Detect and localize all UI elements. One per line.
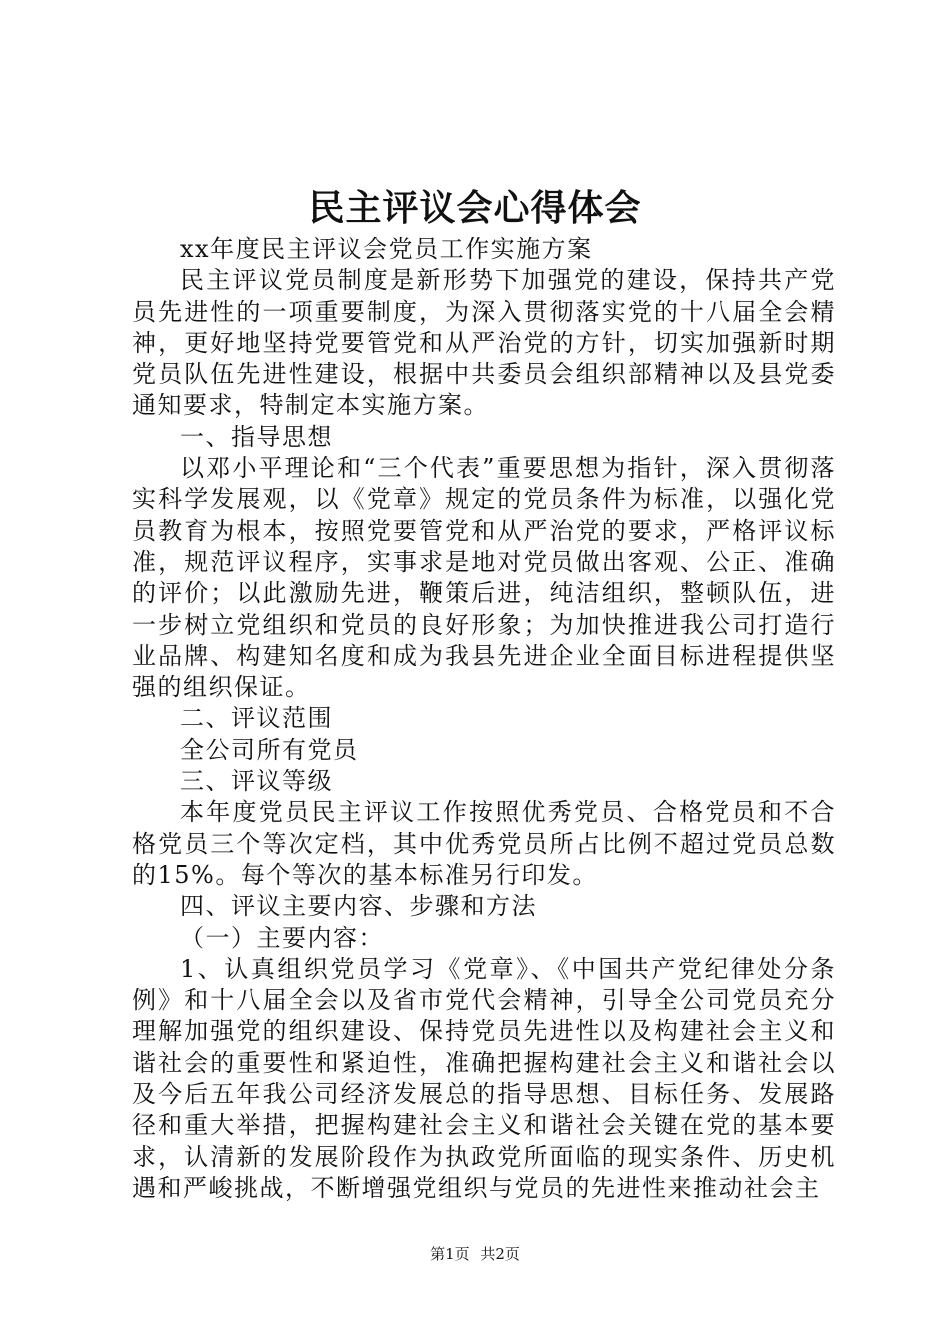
subheading-main-content: （一）主要内容： [180, 923, 384, 952]
heading-scope: 二、评议范围 [180, 704, 333, 733]
document-body [132, 234, 836, 1204]
heading-content-steps: 四、评议主要内容、步骤和方法 [180, 892, 537, 921]
paragraph-item-1: 1、认真组织党员学习《党章》、《中国共产党纪律处分条例》和十八届全会以及省市党代会精神，引导全公司党员充分理解加强党的组织建设、保持党员先进性以及构建社会主义和谐社会的重要性和紧迫性，准确把握构建社会主义和谐社会以及今后五年我公司经济发展总的指导思想、目标任务、发展路径和重大举措，把握构建社会主义和谐社会关键在党的基本要求，认清新的发展阶段作为执政党所面临的现实条件、历史机遇和严峻挑战，不断增强党组织与党员的先进性来推动社会主 [132, 954, 836, 1202]
paragraph-intro: 民主评议党员制度是新形势下加强党的建设，保持共产党员先进性的一项重要制度，为深入贯彻落实党的十八届全会精神，更好地坚持党要管党和从严治党的方针，切实加强新时期党员队伍先进性建设，根据中共委员会组织部精神以及县党委通知要求，特制定本实施方案。 [132, 266, 836, 420]
paragraph-scope: 全公司所有党员 [180, 735, 359, 764]
paragraph-grades: 本年度党员民主评议工作按照优秀党员、合格党员和不合格党员三个等次定档，其中优秀党员所占比例不超过党员总数的15%。每个等次的基本标准另行印发。 [132, 798, 836, 889]
paragraph-plan-title: xx年度民主评议会党员工作实施方案 [180, 235, 593, 263]
page-number: 第1页 [430, 1245, 470, 1263]
heading-grades: 三、评议等级 [180, 767, 333, 796]
page-footer [0, 1244, 950, 1264]
page-total: 共2页 [480, 1245, 520, 1263]
heading-guiding-ideology: 一、指导思想 [180, 422, 333, 451]
paragraph-guiding-ideology: 以邓小平理论和“三个代表”重要思想为指针，深入贯彻落实科学发展观，以《党章》规定的党员条件为标准，以强化党员教育为根本，按照党要管党和从严治党的要求，严格评议标准，规范评议程序，实事求是地对党员做出客观、公正、准确的评价；以此激励先进，鞭策后进，纯洁组织，整顿队伍，进一步树立党组织和党员的良好形象；为加快推进我公司打造行业品牌、构建知名度和成为我县先进企业全面目标进程提供坚强的组织保证。 [132, 454, 836, 702]
document-title: 民主评议会心得体会 [308, 187, 642, 229]
